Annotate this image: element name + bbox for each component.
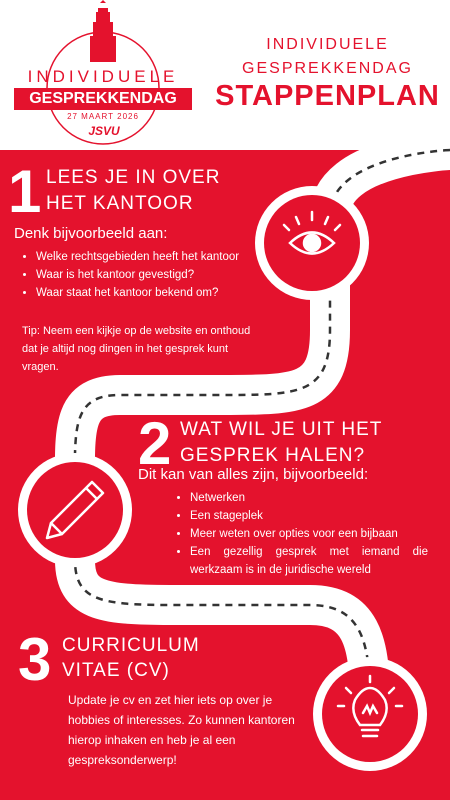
list-item: • Netwerken — [190, 489, 428, 507]
list-item: • Meer weten over opties voor een bijbaan — [190, 525, 428, 543]
step3-title-line2: VITAE (CV) — [62, 660, 170, 681]
step2-bullet-list — [176, 489, 428, 579]
step3-number: 3 — [18, 626, 52, 693]
step1-bullet-list — [22, 248, 268, 302]
list-item: • Welke rechtsgebieden heeft het kantoor — [36, 248, 268, 266]
list-item: • Waar staat het kantoor bekend om? — [36, 284, 268, 302]
logo-date: 27 MAART 2026 — [67, 112, 139, 121]
list-item: • Een gezellig gesprek met iemand die werkzaam is in de juridische wereld — [190, 543, 428, 579]
step3-body: Update je cv en zet hier iets op over je hobbies of interesses. Zo kunnen kantoren hierop inhaken en heb je al een gespreksonderwerp! — [68, 693, 295, 767]
step1-number: 1 — [8, 158, 42, 225]
logo-title-line2: GESPREKKENDAG — [14, 88, 192, 110]
step1-title-line1: LEES JE IN OVER — [46, 167, 221, 188]
step2-number: 2 — [138, 410, 172, 477]
list-item: • Waar is het kantoor gevestigd? — [36, 266, 268, 284]
step2-lead: Dit kan van alles zijn, bijvoorbeeld: — [138, 466, 369, 483]
header-line1: INDIVIDUELE — [266, 36, 389, 53]
step1-lead: Denk bijvoorbeeld aan: — [14, 225, 168, 242]
page-title: STAPPENPLAN — [215, 80, 440, 112]
logo-org: JSVU — [88, 124, 120, 138]
step3-title-line1: CURRICULUM — [62, 635, 200, 656]
step2-title-line1: WAT WIL JE UIT HET — [180, 419, 383, 440]
logo-title-line1: INDIVIDUELE — [27, 67, 179, 86]
step2-title-line2: GESPREK HALEN? — [180, 445, 366, 466]
step1-tip: Tip: Neem een kijkje op de website en onthoud dat je altijd nog dingen in het gesprek kunt vragen. — [22, 325, 251, 373]
header-line2: GESPREKKENDAG — [242, 60, 413, 77]
tower-icon — [90, 0, 116, 62]
step1-title-line2: HET KANTOOR — [46, 193, 194, 214]
list-item: • Een stageplek — [190, 507, 428, 525]
